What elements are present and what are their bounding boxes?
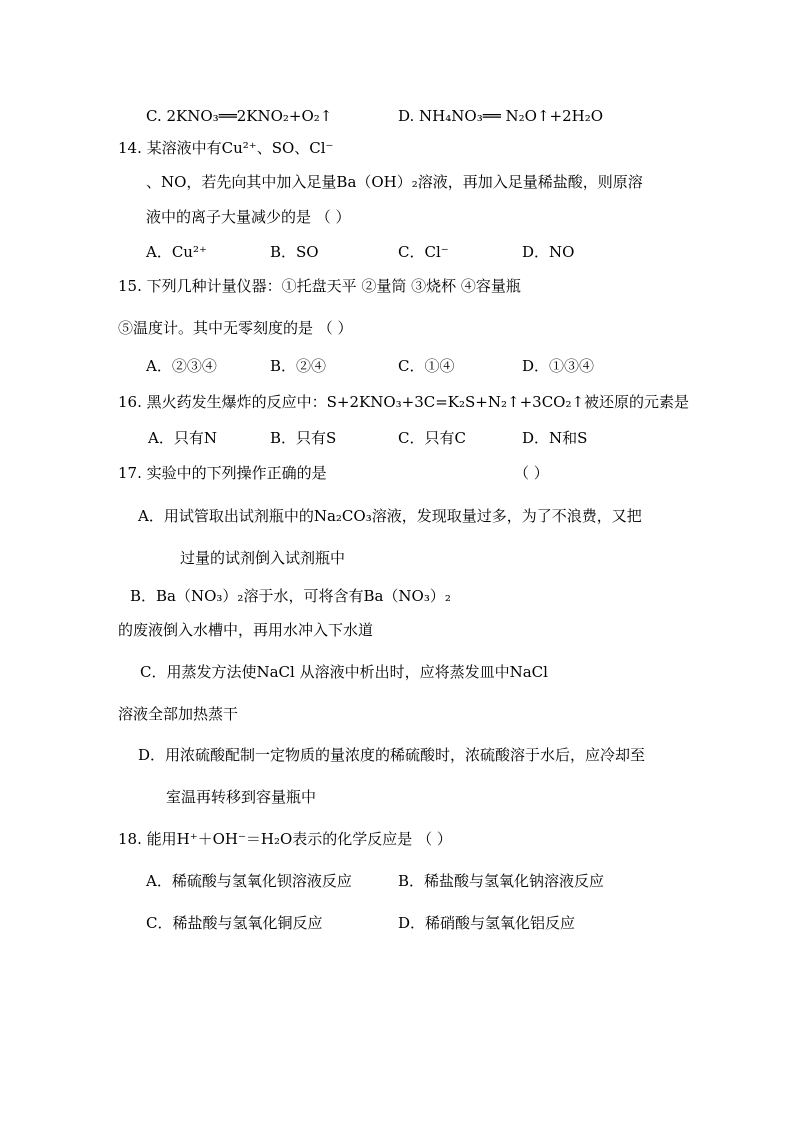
- q17-option-a-line2: 过量的试剂倒入试剂瓶中: [180, 549, 346, 567]
- q13-option-d-letter: D.: [398, 107, 415, 125]
- q17-option-a-line1: A．用试管取出试剂瓶中的Na₂CO₃溶液，发现取量过多，为了不浪费，又把: [138, 507, 642, 525]
- q16-option-b: B．只有S: [270, 429, 337, 447]
- q14-option-a: A．Cu²⁺: [146, 243, 207, 261]
- q13-option-c: [146, 106, 332, 126]
- q17-option-d-line1: D．用浓硫酸配制一定物质的量浓度的稀硫酸时，浓硫酸溶于水后，应冷却至: [138, 746, 646, 764]
- q14-option-c: C．Cl⁻: [398, 243, 449, 261]
- q14-option-d: D．NO: [522, 243, 575, 261]
- q15-option-a: A．②③④: [146, 357, 217, 375]
- q16-option-c: C．只有C: [398, 429, 466, 447]
- q13-option-d: [398, 106, 603, 126]
- q13-option-c-text: 2KNO₃══2KNO₂+O₂↑: [166, 107, 333, 125]
- q13-option-d-text: NH₄NO₃══ N₂O↑+2H₂O: [419, 107, 604, 125]
- q13-option-c-letter: C.: [146, 107, 162, 125]
- q15-stem-line2: ⑤温度计。其中无零刻度的是 （ ）: [118, 319, 353, 337]
- q17-option-c-line2: 溶液全部加热蒸干: [118, 705, 239, 723]
- q15-stem-line1: 15. 下列几种计量仪器：①托盘天平 ②量筒 ③烧杯 ④容量瓶: [118, 277, 521, 295]
- q18-stem-line1: 18. 能用H⁺＋OH⁻＝H₂O表示的化学反应是 （ ）: [118, 830, 452, 848]
- q14-stem-line2: 、NO，若先向其中加入足量Ba（OH）₂溶液，再加入足量稀盐酸，则原溶: [146, 173, 643, 191]
- q17-option-b-line2: 的废液倒入水槽中，再用水冲入下水道: [118, 621, 374, 639]
- q16-stem-line1: 16. 黑火药发生爆炸的反应中：S+2KNO₃+3C=K₂S+N₂↑+3CO₂↑被还原的元素是: [118, 393, 690, 411]
- q17-answer-bracket: （ ）: [514, 464, 549, 482]
- q18-option-b: B．稀盐酸与氢氧化钠溶液反应: [398, 872, 605, 890]
- q17-option-d-line2: 室温再转移到容量瓶中: [166, 788, 317, 806]
- q17-stem-line1: 17. 实验中的下列操作正确的是: [118, 464, 327, 482]
- q17-option-b-line1: B．Ba（NO₃）₂溶于水，可将含有Ba（NO₃）₂: [130, 587, 451, 605]
- q18-option-a: A．稀硫酸与氢氧化钡溶液反应: [146, 872, 352, 890]
- q17-option-c-line1: C．用蒸发方法使NaCl 从溶液中析出时，应将蒸发皿中NaCl: [140, 663, 548, 681]
- q15-option-d: D．①③④: [522, 357, 595, 375]
- q16-option-d: D．N和S: [522, 429, 588, 447]
- q16-option-a: A．只有N: [148, 429, 217, 447]
- q18-option-c: C．稀盐酸与氢氧化铜反应: [146, 914, 323, 932]
- q14-stem-line3: 液中的离子大量减少的是 （ ）: [146, 208, 351, 226]
- q14-stem-line1: 14. 某溶液中有Cu²⁺、SO、Cl⁻: [118, 139, 334, 157]
- q15-option-b: B．②④: [270, 357, 327, 375]
- q18-option-d: D．稀硝酸与氢氧化铝反应: [398, 914, 576, 932]
- q14-option-b: B．SO: [270, 243, 319, 261]
- q15-option-c: C．①④: [398, 357, 455, 375]
